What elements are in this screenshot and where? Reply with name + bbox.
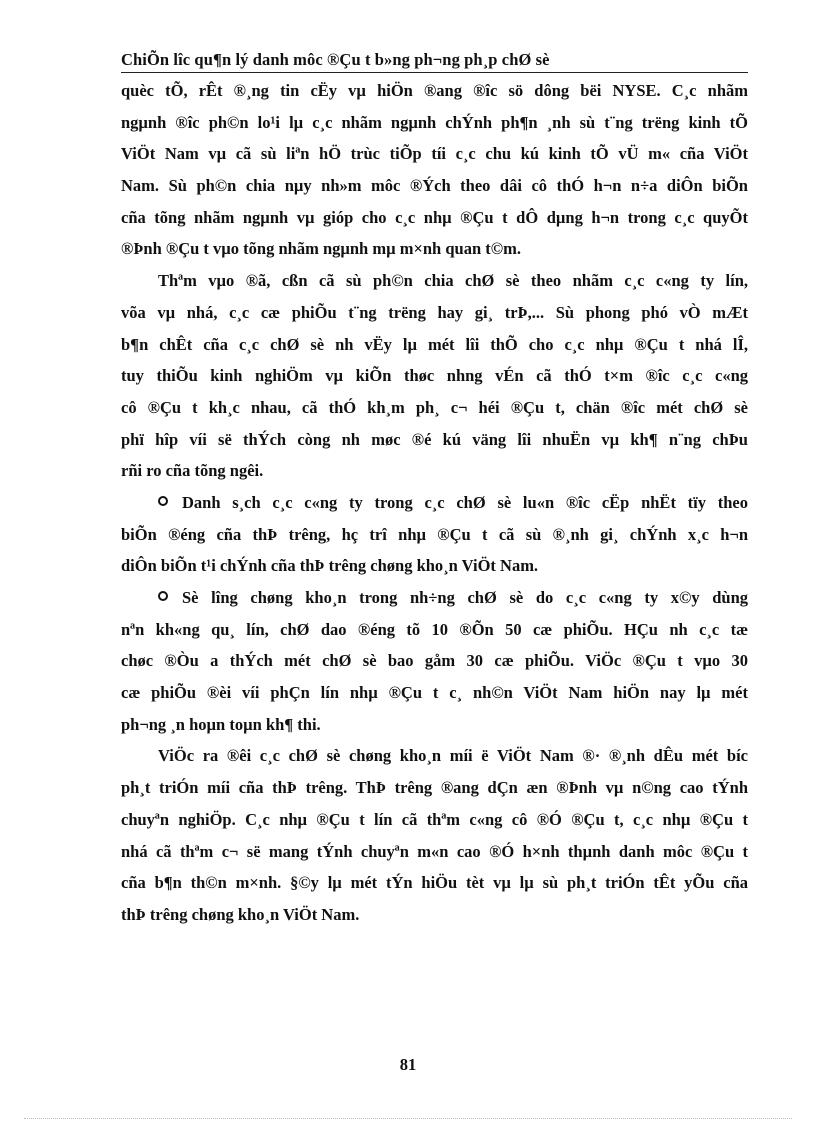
bullet-circle-icon [158, 496, 168, 506]
line-text: cô ®Çu t kh¸c nhau, cã thÓ kh¸m ph¸ c¬ héi ®Çu t, chän ®îc mét chØ sè [121, 397, 748, 417]
paragraph-4-line [121, 740, 748, 772]
paragraph-2-line [121, 550, 748, 582]
paragraph-3-line [121, 645, 748, 677]
line-text: tuy thiÕu kinh nghiÖm vµ kiÕn thøc nhng vÉn cã thÓ t×m ®îc c¸c c«ng [121, 366, 748, 386]
line-text: ngµnh ®îc ph©n lo¹i lµ c¸c nhãm ngµnh chÝnh ph¶n ¸nh sù t¨ng trëng kinh tÕ [121, 112, 748, 132]
paragraph-0-line [121, 170, 748, 202]
paragraph-1-line [121, 329, 748, 361]
paragraph-3-line [121, 709, 748, 741]
paragraph-4-line [121, 899, 748, 931]
paragraph-1-line [121, 360, 748, 392]
paragraph-3-line [121, 582, 748, 614]
paragraph-1-line [121, 455, 748, 487]
paragraph-2-line [121, 487, 748, 519]
line-text: ph¬ng ¸n hoµn toµn kh¶ thi. [121, 714, 321, 734]
page-header-title: ChiÕn lîc qu¶n lý danh môc ®Çu t b»ng ph¬ng ph¸p chØ sè [121, 50, 748, 73]
line-text: võa vµ nhá, c¸c cæ phiÕu t¨ng trëng hay gi¸ trÞ,... Sù phong phó vÒ mÆt [121, 302, 748, 322]
line-text: chøc ®Òu a thÝch mét chØ sè bao gåm 30 cæ phiÕu. ViÖc ®Çu t vµo 30 [121, 651, 748, 671]
page-number: 81 [399, 1055, 417, 1074]
line-text: phï hîp víi së thÝch còng nh møc ®é kú väng lîi nhuËn vµ kh¶ n¨ng chÞu [121, 429, 748, 449]
line-text: Sè lîng chøng kho¸n trong nh÷ng chØ sè do c¸c c«ng ty x©y dùng [182, 588, 748, 607]
paragraph-1-line [121, 265, 748, 297]
paragraph-0-line [121, 107, 748, 139]
line-text: biÕn ®éng cña thÞ trêng, hç trî nhµ ®Çu t cã sù ®¸nh gi¸ chÝnh x¸c h¬n [121, 524, 748, 544]
paragraph-0-line [121, 75, 748, 107]
paragraph-0-line [121, 202, 748, 234]
line-text: Thªm vµo ®ã, cßn cã sù ph©n chia chØ sè theo nhãm c¸c c«ng ty lín, [158, 271, 748, 291]
line-text: cæ phiÕu ®èi víi phÇn lín nhµ ®Çu t c¸ nh©n ViÖt Nam hiÖn nay lµ mét [121, 683, 748, 703]
paragraph-3-line [121, 677, 748, 709]
document-body [121, 75, 748, 931]
bullet-circle-icon [158, 591, 168, 601]
line-text: nhá cã thªm c¬ së mang tÝnh chuyªn m«n cao ®Ó h×nh thµnh danh môc ®Çu t [121, 841, 748, 861]
line-text: ViÖc ra ®êi c¸c chØ sè chøng kho¸n míi ë ViÖt Nam ®· ®¸nh dÊu mét bíc [158, 746, 748, 766]
line-text: Nam. Sù ph©n chia nµy nh»m môc ®Ých theo dâi cô thÓ h¬n n÷a diÔn biÕn [121, 176, 748, 196]
paragraph-0-line [121, 138, 748, 170]
paragraph-0-line [121, 233, 748, 265]
line-text: cña b¶n th©n m×nh. §©y lµ mét tÝn hiÖu tèt vµ lµ sù ph¸t triÓn tÊt yÕu cña [121, 873, 748, 893]
line-text: b¶n chÊt cña c¸c chØ sè nh vËy lµ mét lîi thÕ cho c¸c nhµ ®Çu t nhá lÎ, [121, 334, 748, 354]
line-text: ViÖt Nam vµ cã sù liªn hÖ trùc tiÕp tíi c¸c chu kú kinh tÕ vÜ m« cña ViÖt [121, 144, 748, 164]
line-text: quèc tÕ, rÊt ®¸ng tin cËy vµ hiÖn ®ang ®îc sö dông bëi NYSE. C¸c nhãm [121, 81, 748, 100]
paragraph-3-line [121, 614, 748, 646]
line-text: ph¸t triÓn míi cña thÞ trêng. ThÞ trêng ®ang dÇn æn ®Þnh vµ n©ng cao tÝnh [121, 778, 748, 798]
paragraph-4-line [121, 804, 748, 836]
paragraph-4-line [121, 867, 748, 899]
line-text: chuyªn nghiÖp. C¸c nhµ ®Çu t lín cã thªm c«ng cô ®Ó ®Çu t, c¸c nhµ ®Çu t [121, 809, 748, 829]
line-text: ®Þnh ®Çu t vµo tõng nhãm ngµnh mµ m×nh quan t©m. [121, 239, 521, 259]
bottom-divider [24, 1118, 792, 1119]
paragraph-4-line [121, 836, 748, 868]
line-text: nªn kh«ng qu¸ lín, chØ dao ®éng tõ 10 ®Õn 50 cæ phiÕu. HÇu nh c¸c tæ [121, 619, 748, 639]
line-text: diÔn biÕn t¹i chÝnh cña thÞ trêng chøng kho¸n ViÖt Nam. [121, 556, 539, 576]
paragraph-1-line [121, 392, 748, 424]
line-text: Danh s¸ch c¸c c«ng ty trong c¸c chØ sè lu«n ®îc cËp nhËt tïy theo [182, 492, 748, 512]
paragraph-2-line [121, 519, 748, 551]
line-text: cña tõng nhãm ngµnh vµ gióp cho c¸c nhµ ®Çu t dÔ dµng h¬n trong c¸c quyÕt [121, 207, 748, 227]
body-lines [121, 75, 748, 931]
paragraph-4-line [121, 772, 748, 804]
line-text: rñi ro cña tõng ngêi. [121, 461, 264, 481]
paragraph-1-line [121, 297, 748, 329]
line-text: thÞ trêng chøng kho¸n ViÖt Nam. [121, 904, 360, 924]
paragraph-1-line [121, 424, 748, 456]
